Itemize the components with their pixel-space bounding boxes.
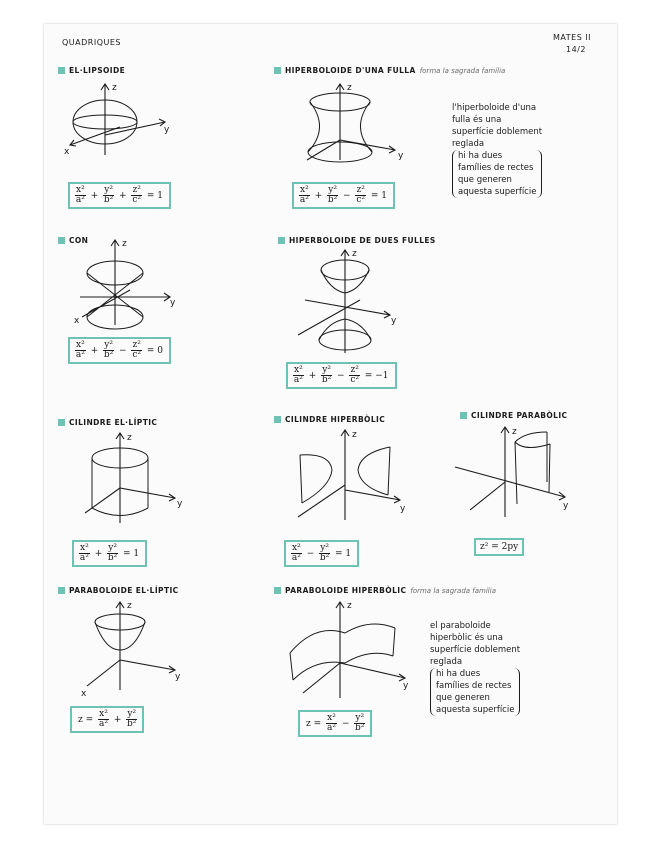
heading-elliptic-cylinder: CILINDRE EL·LÍPTIC bbox=[58, 418, 157, 427]
bracket-note: hi ha dues famílies de rectes que generen aquesta superfície bbox=[452, 150, 542, 198]
svg-text:z: z bbox=[122, 239, 127, 249]
svg-text:y: y bbox=[400, 504, 406, 514]
date-label: 14/2 bbox=[566, 45, 586, 54]
paraboloid-note: el paraboloide hiperbòlic és una superfície doblement reglada hi ha dues famílies de rectes que generen aquesta superfície bbox=[430, 621, 521, 715]
highlight-mark bbox=[274, 67, 281, 74]
highlight-mark bbox=[460, 412, 467, 419]
bracket-note: hi ha dues famílies de rectes que generen aquesta superfície bbox=[430, 668, 520, 716]
hyperboloid-one-sheet-figure bbox=[285, 80, 415, 180]
ellipsoid-figure bbox=[60, 80, 180, 180]
hyperboloid-one-sheet-equation: $\frac{\text{x²}}{\text{a²}}$ + $\frac{\text{y²}}{\text{b²}}$ − $\frac{\text{z²}}{\text{c²}}$ = 1 bbox=[292, 182, 395, 209]
elliptic-cylinder-figure bbox=[75, 428, 185, 528]
heading-hyperboloid-two-sheets: HIPERBOLOIDE DE DUES FULLES bbox=[278, 236, 436, 245]
svg-text:z: z bbox=[352, 430, 357, 440]
heading-elliptic-paraboloid: PARABOLOIDE EL·LÍPTIC bbox=[58, 586, 179, 595]
hyperbolic-paraboloid-figure bbox=[285, 598, 415, 703]
heading-parabolic-cylinder: CILINDRE PARABÒLIC bbox=[460, 411, 567, 420]
svg-text:x: x bbox=[74, 316, 80, 326]
hyperbolic-cylinder-equation: $\frac{\text{x²}}{\text{a²}}$ − $\frac{\text{y²}}{\text{b²}}$ = 1 bbox=[284, 540, 359, 567]
heading-hyperboloid-one-sheet: HIPERBOLOIDE D'UNA FULLA forma la sagrada família bbox=[274, 66, 505, 75]
svg-text:y: y bbox=[177, 499, 183, 509]
highlight-mark bbox=[274, 587, 281, 594]
highlight-mark bbox=[58, 419, 65, 426]
heading-hyperbolic-cylinder: CILINDRE HIPERBÒLIC bbox=[274, 415, 385, 424]
z-axis-label: z bbox=[112, 83, 117, 93]
svg-text:z: z bbox=[347, 601, 352, 611]
course-label: MATES II bbox=[553, 33, 592, 42]
svg-text:z: z bbox=[127, 601, 132, 611]
ellipsoid-equation: $\frac{\text{x²}}{\text{a²}}$ + $\frac{\text{y²}}{\text{b²}}$ + $\frac{\text{z²}}{\text{c²}}$ = 1 bbox=[68, 182, 171, 209]
parabolic-cylinder-equation: z² = 2py bbox=[474, 538, 524, 556]
svg-text:y: y bbox=[403, 681, 409, 691]
highlight-mark bbox=[278, 237, 285, 244]
svg-text:y: y bbox=[175, 672, 181, 682]
svg-text:z: z bbox=[347, 83, 352, 93]
cone-figure bbox=[70, 235, 180, 335]
svg-text:z: z bbox=[512, 427, 517, 437]
elliptic-cylinder-equation: $\frac{\text{x²}}{\text{a²}}$ + $\frac{\text{y²}}{\text{b²}}$ = 1 bbox=[72, 540, 147, 567]
svg-text:y: y bbox=[170, 298, 176, 308]
cone-equation: $\frac{\text{x²}}{\text{a²}}$ + $\frac{\text{y²}}{\text{b²}}$ − $\frac{\text{z²}}{\text{c²}}$ = 0 bbox=[68, 337, 171, 364]
highlight-mark bbox=[58, 237, 65, 244]
page-title: QUADRIQUES bbox=[62, 38, 121, 47]
svg-text:z: z bbox=[127, 433, 132, 443]
hyperboloid-note: l'hiperboloide d'una fulla és una superfície doblement reglada hi ha dues famílies de rectes que generen aquesta superfície bbox=[452, 103, 543, 197]
svg-text:x: x bbox=[81, 689, 87, 699]
heading-cone: CON bbox=[58, 236, 88, 245]
hyperbolic-paraboloid-equation: z = $\frac{\text{x²}}{\text{a²}}$ − $\frac{\text{y²}}{\text{b²}}$ bbox=[298, 710, 372, 737]
svg-text:y: y bbox=[398, 151, 404, 161]
heading-ellipsoid: EL·LIPSOIDE bbox=[58, 66, 125, 75]
highlight-mark bbox=[58, 67, 65, 74]
highlight-mark bbox=[58, 587, 65, 594]
svg-text:y: y bbox=[391, 316, 397, 326]
elliptic-paraboloid-figure bbox=[75, 600, 190, 700]
hyperboloid-two-sheets-figure bbox=[290, 245, 410, 360]
y-axis-label: y bbox=[164, 125, 170, 135]
svg-text:z: z bbox=[352, 249, 357, 259]
hyperbolic-cylinder-figure bbox=[290, 425, 415, 525]
heading-hyperbolic-paraboloid: PARABOLOIDE HIPERBÒLIC forma la sagrada família bbox=[274, 586, 496, 595]
parabolic-cylinder-figure bbox=[455, 422, 580, 522]
hyperboloid-two-sheets-equation: $\frac{\text{x²}}{\text{a²}}$ + $\frac{\text{y²}}{\text{b²}}$ − $\frac{\text{z²}}{\text{c²}}$ = −1 bbox=[286, 362, 397, 389]
elliptic-paraboloid-equation: z = $\frac{\text{x²}}{\text{a²}}$ + $\frac{\text{y²}}{\text{b²}}$ bbox=[70, 706, 144, 733]
svg-text:y: y bbox=[563, 501, 569, 511]
x-axis-label: x bbox=[64, 147, 70, 157]
highlight-mark bbox=[274, 416, 281, 423]
